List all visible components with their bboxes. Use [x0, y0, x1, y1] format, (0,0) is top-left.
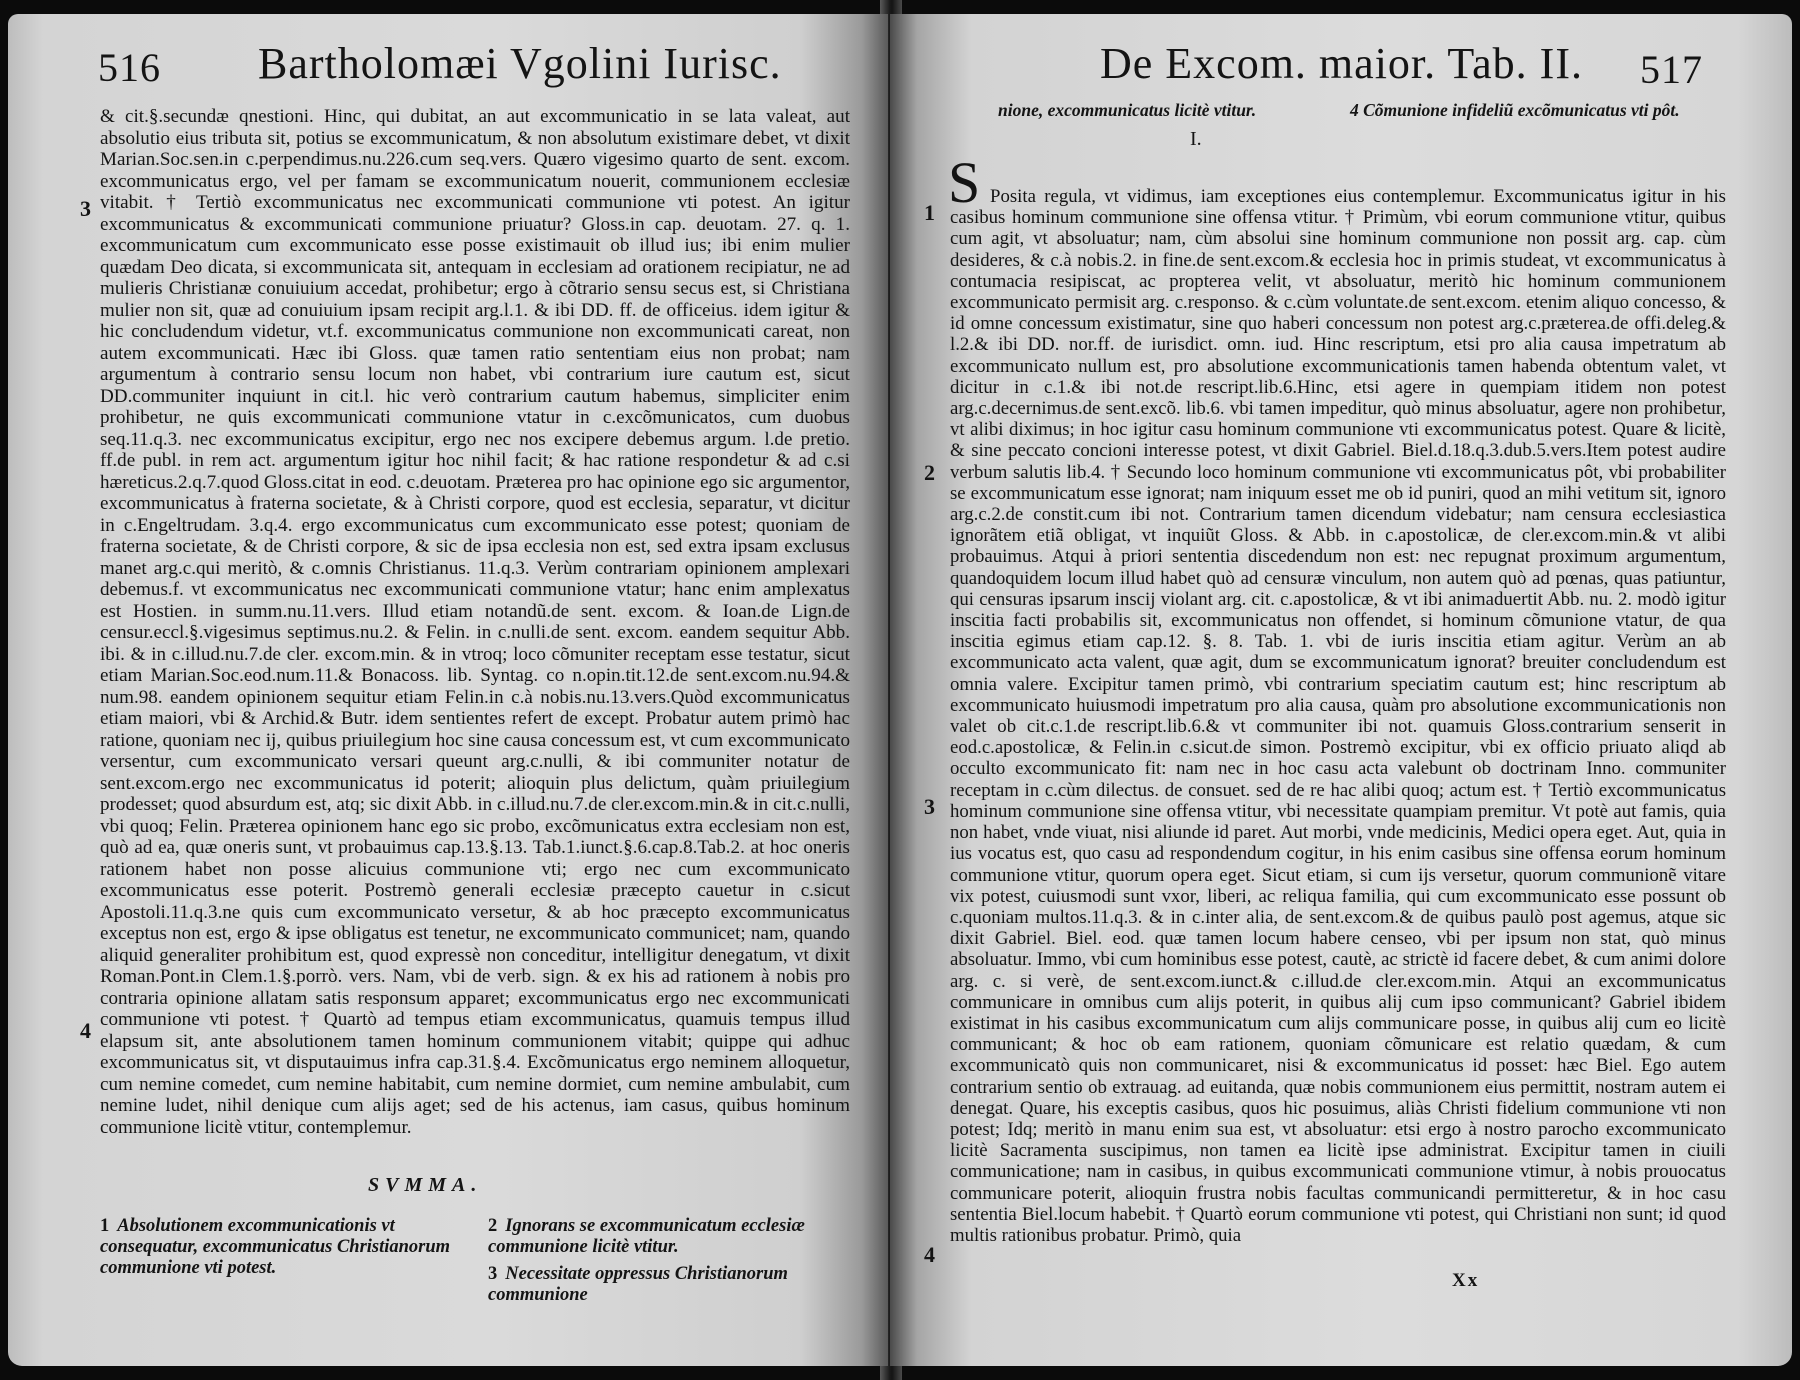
summa-item-text: Ignorans se excommunicatum ecclesiæ communione licitè vtitur.	[488, 1216, 805, 1257]
signature-mark: Xx	[1452, 1270, 1480, 1291]
right-body-text	[950, 186, 1726, 1246]
summa-item-4: 4 Cõmunione infideliũ excõmunicatus vti pôt.	[1350, 100, 1680, 120]
section-marker: I.	[1190, 128, 1202, 150]
right-running-head	[890, 34, 1792, 100]
right-page	[890, 14, 1792, 1366]
left-running-head	[8, 34, 888, 100]
left-margin-number: 4	[80, 1018, 91, 1043]
initial-letter: S	[948, 150, 981, 215]
summa-item	[488, 1216, 828, 1258]
summa-item	[100, 1216, 460, 1279]
summa-item-number: 2	[488, 1216, 498, 1236]
summa-item-number: 1	[100, 1216, 110, 1236]
left-head-title: Bartholomæi Vgolini Iurisc.	[258, 39, 782, 88]
left-folio: 516	[98, 45, 161, 90]
right-margin-number: 2	[924, 460, 935, 485]
summa-item-text: Absolutionem excommunicationis vt consequatur, excommunicatus Christianorum communione vti potest.	[100, 1216, 451, 1278]
left-body-text: & cit.§.secundæ qnestioni. Hinc, qui dubitat, an aut excommunicatio in se lata valeat, aut absolutio eius tributa sit, potius se excommunicatum, & non absolutum existimare debet, vt dixit Marian.Soc.sen.in c.perpendimus.nu.226.cum seq.vers. Quæro vigesimo quarto de sent. excom. excommunicatus ergo, vel per famam se excommunicatum nouerit, communionem ecclesiæ vitabit. † Tertiò excommunicatus nec excommunicati communione vti potest. An igitur excommunicatus & excommunicati communione priuatur? Gloss.in cap. deuotam. 27. q. 1. excommunicatum cum excommunicato esse posse existimauit ob illud ius; ibi enim mulier quædam Deo dicata, si excommunicata sit, antequam in ecclesiam ad orationem recipiatur, ne ad mulieris Christianæ conuiuium accedat, prohibetur; ergo à cõtrario sensu secus est, si Christiana mulier non sit, quæ ad conuiuium ipsam recipit arg.l.1. & ibi DD. ff. de officeius. idem igitur & hic concludendum videtur, vt.f. excommunicatus communione non excommunicati careat, non autem excommunicati. Hæc ibi Gloss. quæ tamen ratio sententiam eius non probat; nam argumentum à contrario sensu locum non habet, vbi contrarium iure cautum est, sicut DD.communiter inquiunt in cit.l. hic verò contrarium cautum habemus, simpliciter enim prohibetur, ne quis excommunicati communione vtatur in c.excõmunicatos, cum duobus seq.11.q.3. nec excommunicatus excipitur, ergo nec nos excipere debemus argum. l.de pretio. ff.de publ. in rem act. argumentum igitur hoc nihil facit; & hac ratione respondetur & ad c.si hæreticus.2.q.7.quod Gloss.citat in eod. c.deuotam. Præterea pro hac opinione ego sic argumentor, excommunicatus à fraterna societate, & à Christi corpore, quod est ecclesia, separatur, vt dicitur in c.Engeltrudam. 3.q.4. ergo excommunicatus cum excommunicato esse potest; quoniam de fraterna societate, & de Christi corpore, & sic de ipsa ecclesia non est, sed extra ipsam exclusus manet arg.c.qui meritò, & c.omnis Christianus. 11.q.3. Verùm contrariam opinionem amplexari debemus.f. vt excommunicatus nec excommunicati communione vtatur; hanc enim amplexatus est Hostien. in summ.nu.11.vers. Illud etiam notandũ.de sent. excom. & Ioan.de Lign.de censur.eccl.§.vigesimus septimus.nu.2. & Felin. in c.nulli.de sent. excom. eandem sequitur Abb. ibi. & in c.illud.nu.7.de cler. excom.min. & in vtroq; loco cõmuniter receptam esse testatur, sicut etiam Marian.Soc.eod.num.11.& Bonacoss. lib. Syntag. co n.opin.tit.12.de sent.excom.nu.94.& num.98. eandem opinionem sequitur etiam Felin.in c.à nobis.nu.13.vers.Quòd excommunicatus etiam maiori, vbi & Archid.& Butr. idem sentientes refert de except. Probatur autem primò hac ratione, quoniam nec ij, quibus priuilegium hoc sine causa concessum est, vt cum excommunicato versentur, cum excommunicato versari queunt arg.c.nulli, & ibi communiter notatur de sent.excom.ergo nec excommunicatus id poterit; alioquin plus delictum, quàm priuilegium prodesset; quod absurdum est, atq; sic dixit Abb. in c.illud.nu.7.de cler.excom.min.& in cit.c.nulli, vbi quoq; Felin. Præterea opinionem hanc ego sic probo, excõmunicatus extra ecclesiam non est, quò ad ea, quæ oneris sunt, vt probauimus cap.13.§.13. Tab.1.iunct.§.6.cap.8.Tab.2. at hoc oneris rationem habet non posse alicuius communione vti; ergo nec cum excommunicato excommunicatus esse poterit. Postremò generali ecclesiæ præcepto cauetur in c.sicut Apostoli.11.q.3.ne quis cum excommunicato versetur, & ab hoc præcepto excommunicatus exceptus non est, ergo & ipse obligatus est tenetur, ne excommunicato communicet; nam, quando aliquid generaliter prohibitum est, quod expressè non conceditur, intelligitur denegatum, vt dixit Roman.Pont.in Clem.1.§.porrò. vers. Nam, vbi de verb. sign. & ex his ad rationem à nobis pro contraria opinione allatam satis responsum apparet; excommunicatus ergo nec excommunicati communione vti potest. † Quartò ad tempus etiam excommunicatus, quamuis tempus illud elapsum sit, ante absolutionem tamen hominum communionem vitabit; quippe qui adhuc excommunicatus sit, vt disputauimus infra cap.31.§.4. Excõmunicatus ergo neminem alloquetur, cum nemine comedet, cum nemine habitabit, cum nemine dormiet, cum nemine ambulabit, cum nemine ludet, nihil denique cum alijs aget; sed de his actenus, iam casus, quibus hominum communione licitè vtitur, contemplemur.	[100, 106, 850, 1138]
right-margin-number: 3	[924, 794, 935, 819]
summa-item-text: Necessitate oppressus Christianorum communione	[488, 1264, 788, 1305]
right-body-paragraph: Posita regula, vt vidimus, iam exceptiones eius contemplemur. Excommunicatus igitur in his casibus hominum communione sine offensa vtitur. † Primùm, vbi eorum communione vtitur, quibus cum agit, vt absoluatur; nam, cùm absolui sine hominum communione non possit arg. cap. cùm desideres, & c.à nobis.2. in fine.de sent.excom.& ecclesia hoc in primis studeat, vt excommunicatus à contumacia resipiscat, ac propterea velit, vt absoluatur, meritò hic hominum communionem excommunicato permisit arg. c.responso. & c.cùm voluntate.de sent.excom. etenim aliquo concesso, & id omne concessum existimatur, sine quo haberi concessum non potest arg.c.præterea.de offi.deleg.& l.2.& ibi DD. nor.ff. de iurisdict. omn. iud. Hinc rescriptum, etsi pro alia causa impetratum ab excommunicato nullum est, pro absolutione excommunicationis tamen habenda obtentum valet, vt dicitur in c.1.& ibi not.de rescript.lib.6.Hinc, etsi agere in quempiam itidem non potest arg.c.decernimus.de sent.excõ. lib.6. vbi tamen impeditur, quò minus absoluatur, agere non prohibetur, vt alibi diximus; in hoc igitur casu hominum communione vti excommunicatus potest. Quare & licitè, & sine peccato concioni interesse potest, vt dixit Gabriel. Biel.d.18.q.3.dub.5.vers.Item potest audire verbum salutis lib.4. † Secundo loco hominum communione vti excommunicatus pôt, vbi probabiliter se excommunicatum esse ignorat; nam iniquum esset me ob id puniri, quod an mihi vetitum sit, ignoro arg.c.2.de constit.cum ibi not. Contrarium tamen dicendum videbatur; nam censura ecclesiastica ignorãtem etiã obligat, vt inquiũt Gloss. & Abb. in c.apostolicæ, de cler.excom.min.& vt alibi probauimus. Atqui à priori sententia discedendum non est: nec repugnat proximum argumentum, quandoquidem locum illud habet quò ad censuræ vinculum, non autem quò ad pœnas, quas patiuntur, qui censuras ipsarum inscij violant arg. cit. c.apostolicæ, & vt ibi animaduertit Abb. nu. 2. modò igitur inscitia facti probabilis sit, excommunicatus non offendet, si hominum cõmunione vtatur, de qua inscitia egimus etiam cap.12. §. 8. Tab. 1. vbi de iuris inscitia etiam agitur. Verùm an ab excommunicato acta valent, quæ agit, dum se excommunicatum ignorat? breuiter concludendum est omnia valere. Excipitur tamen primò, vbi contrarium speciatim cautum est; hinc rescriptum ab excommunicato huiusmodi impetratum pro alia causa, quàm pro absolutione excommunicationis non valet ob cit.c.1.de rescript.lib.6.& vt communiter ibi not. quamuis Gloss.contrarium senserit in eod.c.apostolicæ, & Felin.in c.sicut.de simon. Postremò excipitur, vbi ex officio priuato aliqd ab occulto excommunicato fit: nam nec in hoc casu acta valebunt ob doctrinam Inno. communiter receptam in c.cùm dilectus. de consuet. sed de re hac alibi quoq; actum est. † Tertiò excommunicatus hominum communione sine offensa vtitur, vbi necessitate quampiam premitur. Vt potè aut famis, quia non habet, vnde viuat, nisi aliunde id paret. Aut morbi, vnde medicinis, Medici opera eget. Aut, quia in ius vocatus est, quo casu ad respondendum cogitur, in his enim casibus sine offensa eorum hominum communione vtitur, quorum opera eget. Sicut etiam, si cum ijs versetur, quorum communionẽ vitare vix potest, cuiusmodi sunt vxor, liberi, ac reliqua familia, qui cum excommunicato esse possunt ob c.quoniam multos.11.q.3. & in c.inter alia, de sent.excom.& de quibus paulò post agemus, atque sic dixit Gabriel. Biel. eod. quæ tamen locum habere censeo, vbi per ipsum non stat, quò minus absoluatur. Immo, vbi cum hominibus esse potest, cautè, ac strictè id facere debet, & cum animi dolore arg. c. si verè, de sent.excom.iunct.& c.illud.de cler.excom.min. Atqui an excommunicatus communicare in omnibus cum alijs poterit, in quibus alij cum ipso communicant? Gabriel ibidem existimat in his casibus excommunicatum cum alijs communicare posse, in quibus alij cum eo licitè communicant; & hoc ob eam rationem, quoniam cõmunicare est relatio quædam, & cum excommunicatò quis non communicaret, nisi & excommunicatus id posset: hæc Biel. Ego autem contrarium sentio ob extrauag. ad euitanda, quæ nobis communionem eius permittit, nostram autem ei denegat. Quare, his exceptis casibus, quos hic posuimus, aliàs Christi fidelium communione vti non potest; Idq; meritò in manu enim sua est, vt absoluatur: etsi ergo à nostro parocho excommunicato licitè Sacramenta suscipimus, non tamen ea licitè ipse administrat. Excipitur tamen in ciuili communicatione; nam in casibus, in quibus excommunicati communione vtimur, à nobis prouocatus communicare poterit, alioquin frustra nobis facultas communicandi permitteretur, & in hoc casu sententia Biel.locum habebit. † Quartò eorum communione vti potest, qui Christiani non sunt; id quod multis rationibus probatur. Primò, quia	[950, 186, 1726, 1246]
left-page	[8, 14, 888, 1366]
right-margin-number: 1	[924, 200, 935, 225]
summa-item-number: 3	[488, 1264, 498, 1284]
summa-item	[488, 1264, 828, 1306]
summa-continuation: nione, excommunicatus licitè vtitur.	[998, 100, 1257, 120]
left-margin-number: 3	[80, 196, 91, 221]
right-head-title: De Excom. maior. Tab. II.	[1100, 39, 1583, 88]
right-margin-number: 4	[924, 1242, 935, 1267]
summa-heading: SVMMA.	[368, 1174, 483, 1196]
right-folio: 517	[1640, 47, 1703, 92]
